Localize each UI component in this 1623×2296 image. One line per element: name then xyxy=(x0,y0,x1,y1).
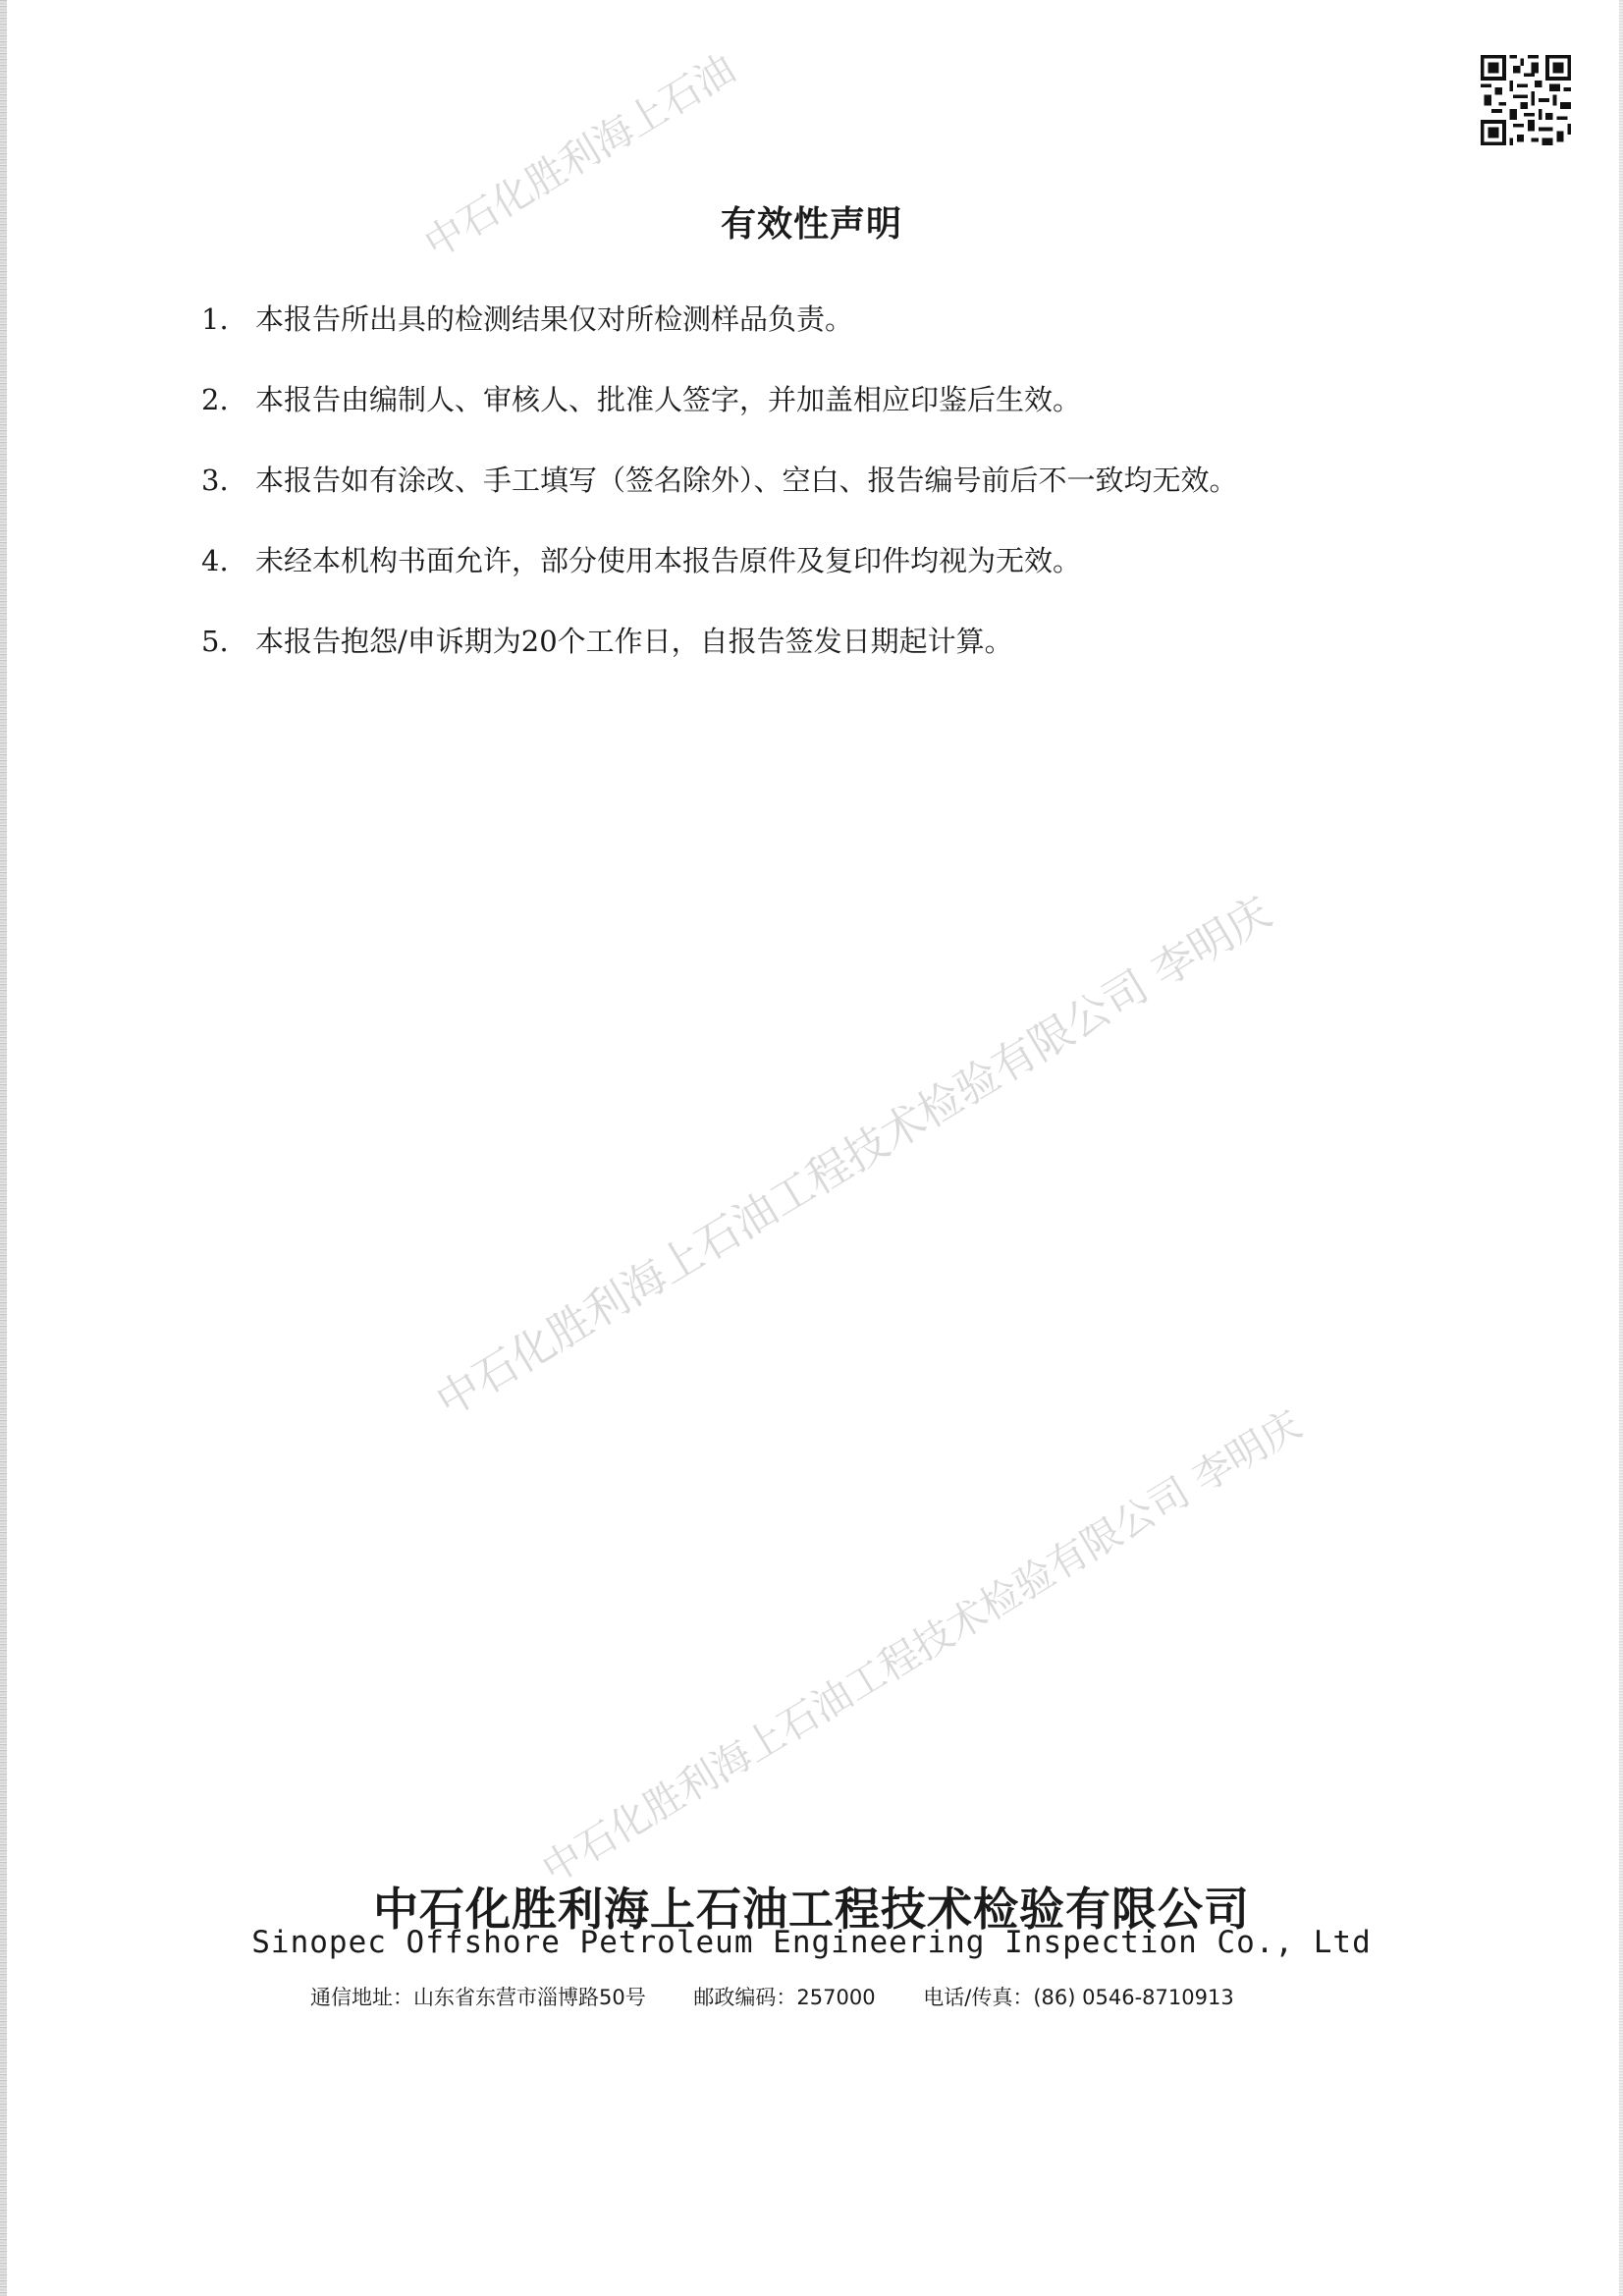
statement-text: 本报告抱怨/申诉期为20个工作日，自报告签发日期起计算。 xyxy=(255,625,1013,658)
statement-text: 本报告如有涂改、手工填写（签名除外）、空白、报告编号前后不一致均无效。 xyxy=(255,464,1238,497)
statement-text: 本报告所出具的检测结果仅对所检测样品负责。 xyxy=(255,302,854,336)
watermark: 中石化胜利海上石油 xyxy=(416,46,743,268)
company-name-cn: 中石化胜利海上石油工程技术检验有限公司 xyxy=(373,1883,1250,1936)
page-title: 有效性声明 xyxy=(720,204,902,245)
statement-number: 3. xyxy=(201,464,229,497)
statement-item xyxy=(201,300,1478,380)
statement-number: 2. xyxy=(201,383,229,416)
phone-text: 电话/传真：(86) 0546-8710913 xyxy=(923,1986,1234,2009)
statement-item xyxy=(201,622,1478,702)
statement-item xyxy=(201,380,1478,461)
statement-text: 未经本机构书面允许，部分使用本报告原件及复印件均视为无效。 xyxy=(255,544,1082,577)
watermark: 中石化胜利海上石油工程技术检验有限公司 李明庆 xyxy=(534,1401,1310,1893)
statement-list xyxy=(201,300,1478,702)
address-text: 通信地址：山东省东营市淄博路50号 xyxy=(310,1986,646,2009)
qr-code-icon xyxy=(1481,55,1571,145)
postcode-text: 邮政编码：257000 xyxy=(693,1986,876,2009)
statement-text: 本报告由编制人、审核人、批准人签字，并加盖相应印鉴后生效。 xyxy=(255,383,1082,416)
statement-number: 1. xyxy=(201,302,229,336)
statement-item xyxy=(201,461,1478,541)
statement-number: 4. xyxy=(201,544,229,577)
company-name-en: Sinopec Offshore Petroleum Engineering Inspection Co., Ltd xyxy=(251,1925,1372,1960)
watermark: 中石化胜利海上石油工程技术检验有限公司 李明庆 xyxy=(427,887,1280,1428)
statement-number: 5. xyxy=(201,625,229,658)
contact-line xyxy=(310,1982,1234,2011)
statement-item xyxy=(201,541,1478,622)
